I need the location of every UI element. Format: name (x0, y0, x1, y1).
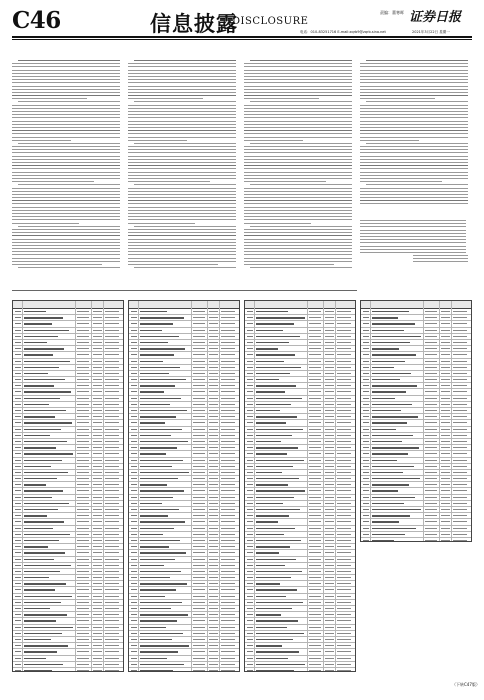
text-column (244, 60, 352, 272)
header-rule-thin (12, 39, 472, 40)
table-row (129, 668, 239, 672)
text-column (12, 60, 120, 272)
table-header (129, 301, 239, 309)
editor-credit: 责编：董寒晖 (380, 10, 404, 15)
data-table (360, 300, 472, 542)
table-caption (12, 290, 357, 294)
section-title: 信息披露 (150, 11, 238, 36)
table-header (245, 301, 355, 309)
data-table (244, 300, 356, 672)
table-header (361, 301, 471, 309)
continued-note: （下转C47版） (452, 682, 480, 687)
table-header (13, 301, 123, 309)
table-row (245, 668, 355, 672)
table-row (361, 538, 471, 542)
announcement-closing (360, 220, 470, 280)
section-title-en: DISCLOSURE (232, 16, 309, 27)
text-column (128, 60, 236, 272)
header-rule (12, 36, 472, 38)
issue-date: 2021年3月22日 星期一 (412, 30, 450, 34)
text-column (360, 60, 468, 210)
page-number: C46 (12, 7, 61, 34)
data-table (128, 300, 240, 672)
table-row (13, 668, 123, 672)
contact-info: 电话：010-83251716 E-mail:zqrb9@zqrb.sina.net (300, 30, 386, 34)
newspaper-logo: 证券日报 (409, 10, 462, 25)
data-table (12, 300, 124, 672)
